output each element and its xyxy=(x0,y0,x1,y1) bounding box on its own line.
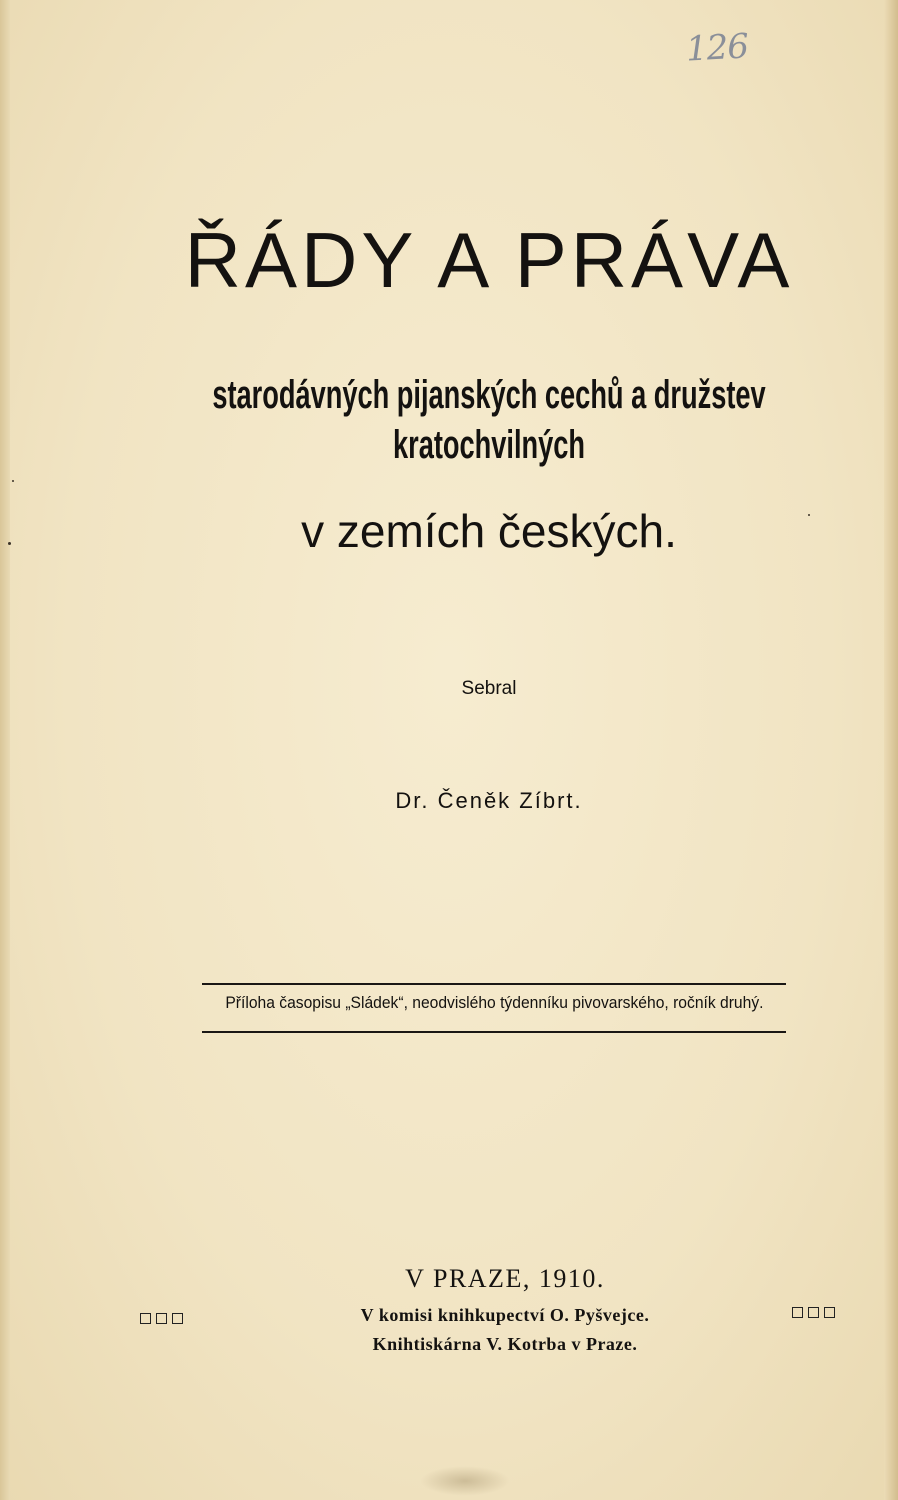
top-rule xyxy=(202,983,786,985)
place-and-year: V PRAZE, 1910. xyxy=(405,1264,605,1293)
ornament-square xyxy=(156,1313,167,1324)
page-left-edge xyxy=(0,0,10,1500)
paper-speck xyxy=(808,514,810,516)
ornament-squares-right xyxy=(792,1307,835,1318)
handwritten-page-number: 126 xyxy=(684,26,749,70)
ornament-square xyxy=(172,1313,183,1324)
ornament-square xyxy=(808,1307,819,1318)
paper-speck xyxy=(8,542,11,545)
ornament-square xyxy=(140,1313,151,1324)
ornament-square xyxy=(792,1307,803,1318)
publisher-line: V komisi knihkupectví O. Pyšvejce. xyxy=(360,1305,650,1325)
book-subtitle: starodávných pijanských cechů a družstev kratochvilných xyxy=(212,373,766,467)
author-name: Dr. Čeněk Zíbrt. xyxy=(395,788,583,813)
printer-line: Knihtiskárna V. Kotrba v Praze. xyxy=(372,1334,638,1354)
paper-speck xyxy=(12,480,14,482)
bottom-rule xyxy=(202,1031,786,1033)
paper-stain xyxy=(420,1466,510,1496)
supplement-note: Příloha časopisu „Sládek“, neodvislého týdenníku pivovarského, ročník druhý. xyxy=(225,993,764,1012)
compiled-by-label: Sebral xyxy=(461,678,517,699)
ornament-squares-left xyxy=(140,1313,183,1324)
book-subtitle-line2: v zemích českých. xyxy=(301,505,677,557)
book-title: ŘÁDY A PRÁVA xyxy=(184,216,794,304)
ornament-square xyxy=(824,1307,835,1318)
